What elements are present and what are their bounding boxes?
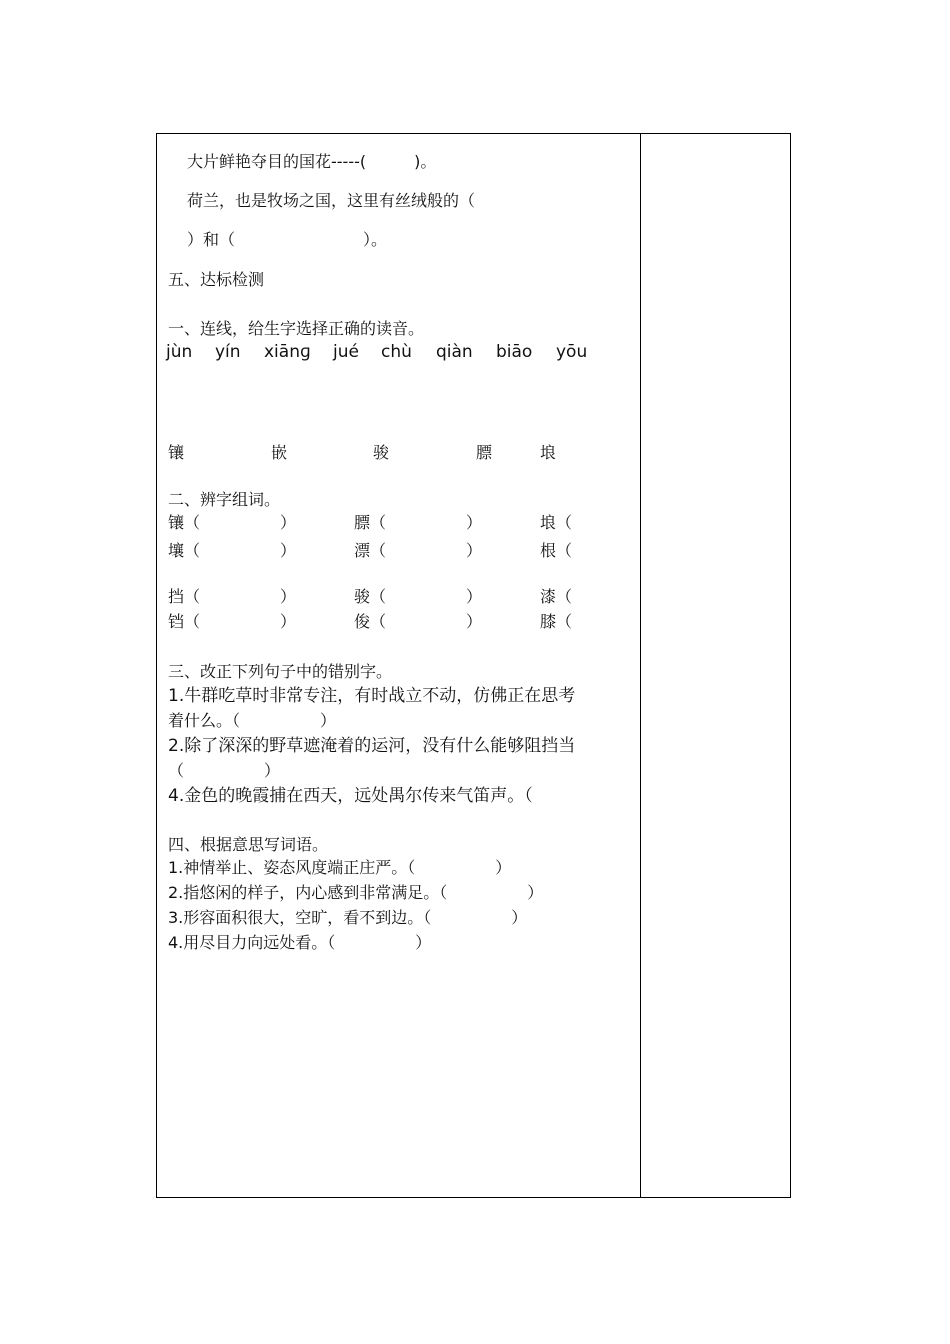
q4-line: 3.形容面积很大，空旷，看不到边。（ ） xyxy=(168,908,528,927)
pinyin-item: chù xyxy=(381,342,412,362)
q2-cell: 膝（ xyxy=(540,612,573,631)
pinyin-item: biāo xyxy=(496,342,533,362)
char-item: 嵌 xyxy=(271,443,288,462)
q3-line: （ ） xyxy=(168,761,281,780)
q2-cell: 膘（ ） xyxy=(354,513,483,532)
q2-cell: 壤（ ） xyxy=(168,541,297,560)
q4-line: 2.指悠闲的样子，内心感到非常满足。（ ） xyxy=(168,883,544,902)
pinyin-item: jùn xyxy=(166,342,193,362)
q2-cell: 骏（ ） xyxy=(354,587,483,606)
pinyin-item: qiàn xyxy=(436,342,473,362)
char-item: 埌 xyxy=(540,443,557,462)
intro-line-2: 荷兰，也是牧场之国，这里有丝绒般的（ xyxy=(187,191,476,210)
intro-line-3: ）和（ ）。 xyxy=(187,230,388,249)
q2-cell: 镶（ ） xyxy=(168,513,297,532)
q3-line: 4.金色的晚霞捕在西天，远处禺尔传来气笛声。（ xyxy=(168,786,533,806)
q3-line: 着什么。（ ） xyxy=(168,711,337,730)
pinyin-item: xiānɡ xyxy=(264,342,311,362)
q2-title: 二、辨字组词。 xyxy=(168,490,281,509)
intro-line-1: 大片鲜艳夺目的国花-----( )。 xyxy=(187,152,437,171)
q3-title: 三、改正下列句子中的错别字。 xyxy=(168,662,393,681)
q2-cell: 漂（ ） xyxy=(354,541,483,560)
pinyin-item: yín xyxy=(215,342,241,362)
q2-cell: 挡（ ） xyxy=(168,587,297,606)
q1-title: 一、连线，给生字选择正确的读音。 xyxy=(168,319,425,338)
pinyin-item: yōu xyxy=(556,342,588,362)
q3-line: 1.牛群吃草时非常专注，有时战立不动，仿佛正在思考 xyxy=(168,686,576,706)
q4-line: 4.用尽目力向远处看。（ ） xyxy=(168,933,432,952)
char-item: 膘 xyxy=(476,443,493,462)
q2-cell: 根（ xyxy=(540,541,573,560)
q2-cell: 漆（ xyxy=(540,587,573,606)
q2-cell: 埌（ xyxy=(540,513,573,532)
q2-cell: 铛（ ） xyxy=(168,612,297,631)
q2-cell: 俊（ ） xyxy=(354,612,483,631)
q4-line: 1.神情举止、姿态风度端正庄严。（ ） xyxy=(168,858,512,877)
column-divider xyxy=(640,133,641,1198)
section-title: 五、达标检测 xyxy=(168,270,265,289)
q4-title: 四、根据意思写词语。 xyxy=(168,835,329,854)
char-item: 骏 xyxy=(373,443,390,462)
char-item: 镶 xyxy=(168,443,185,462)
pinyin-item: jué xyxy=(333,342,359,362)
q3-line: 2.除了深深的野草遮淹着的运河，没有什么能够阻挡当 xyxy=(168,736,576,756)
